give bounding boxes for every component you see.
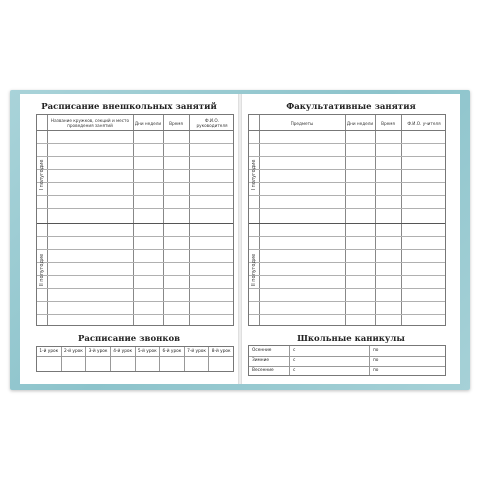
- col-header-subjects: Предметы: [290, 121, 314, 126]
- elective-table: [248, 114, 446, 326]
- left-page-title: Расписание внешкольных занятий: [41, 102, 217, 112]
- extracurricular-table: [36, 114, 234, 326]
- holiday-row: Осенние с по: [249, 346, 445, 357]
- bell-cell: 2-й урок: [62, 347, 87, 371]
- bell-cell: 3-й урок: [86, 347, 111, 371]
- holiday-row: Зимние с по: [249, 356, 445, 367]
- col-header-teacher: Ф.И.О. учителя: [407, 121, 441, 126]
- right-page: [242, 94, 460, 384]
- col-header-days: Дни недели: [134, 121, 162, 126]
- holidays-title: Школьные каникулы: [297, 334, 405, 344]
- half-label-2: II полугодие: [39, 253, 45, 287]
- half-label-1: I полугодие: [251, 159, 257, 191]
- right-page-title: Факультативные занятия: [286, 102, 416, 112]
- holidays-table: [248, 345, 446, 376]
- col-header-time: Время: [381, 121, 395, 126]
- col-header-days: Дни недели: [346, 121, 374, 126]
- half-label-1: I полугодие: [39, 159, 45, 191]
- bell-cell: 4-й урок: [111, 347, 136, 371]
- left-page: [20, 94, 238, 384]
- bell-cell: 1-й урок: [37, 347, 62, 371]
- bell-cell: 6-й урок: [160, 347, 185, 371]
- col-header-time: Время: [169, 121, 183, 126]
- col-header-leader: Ф.И.О. руководителя: [196, 118, 228, 128]
- bell-cell: 7-й урок: [185, 347, 210, 371]
- bell-schedule-table: [36, 346, 234, 372]
- bells-title: Расписание звонков: [77, 334, 181, 344]
- col-header-name: Название кружков, секций и место проведения занятий: [50, 118, 130, 128]
- bell-cell: 8-й урок: [209, 347, 233, 371]
- holiday-row: Весенние с по: [252, 368, 379, 373]
- bell-cell: 5-й урок: [136, 347, 161, 371]
- half-label-2: II полугодие: [251, 253, 257, 287]
